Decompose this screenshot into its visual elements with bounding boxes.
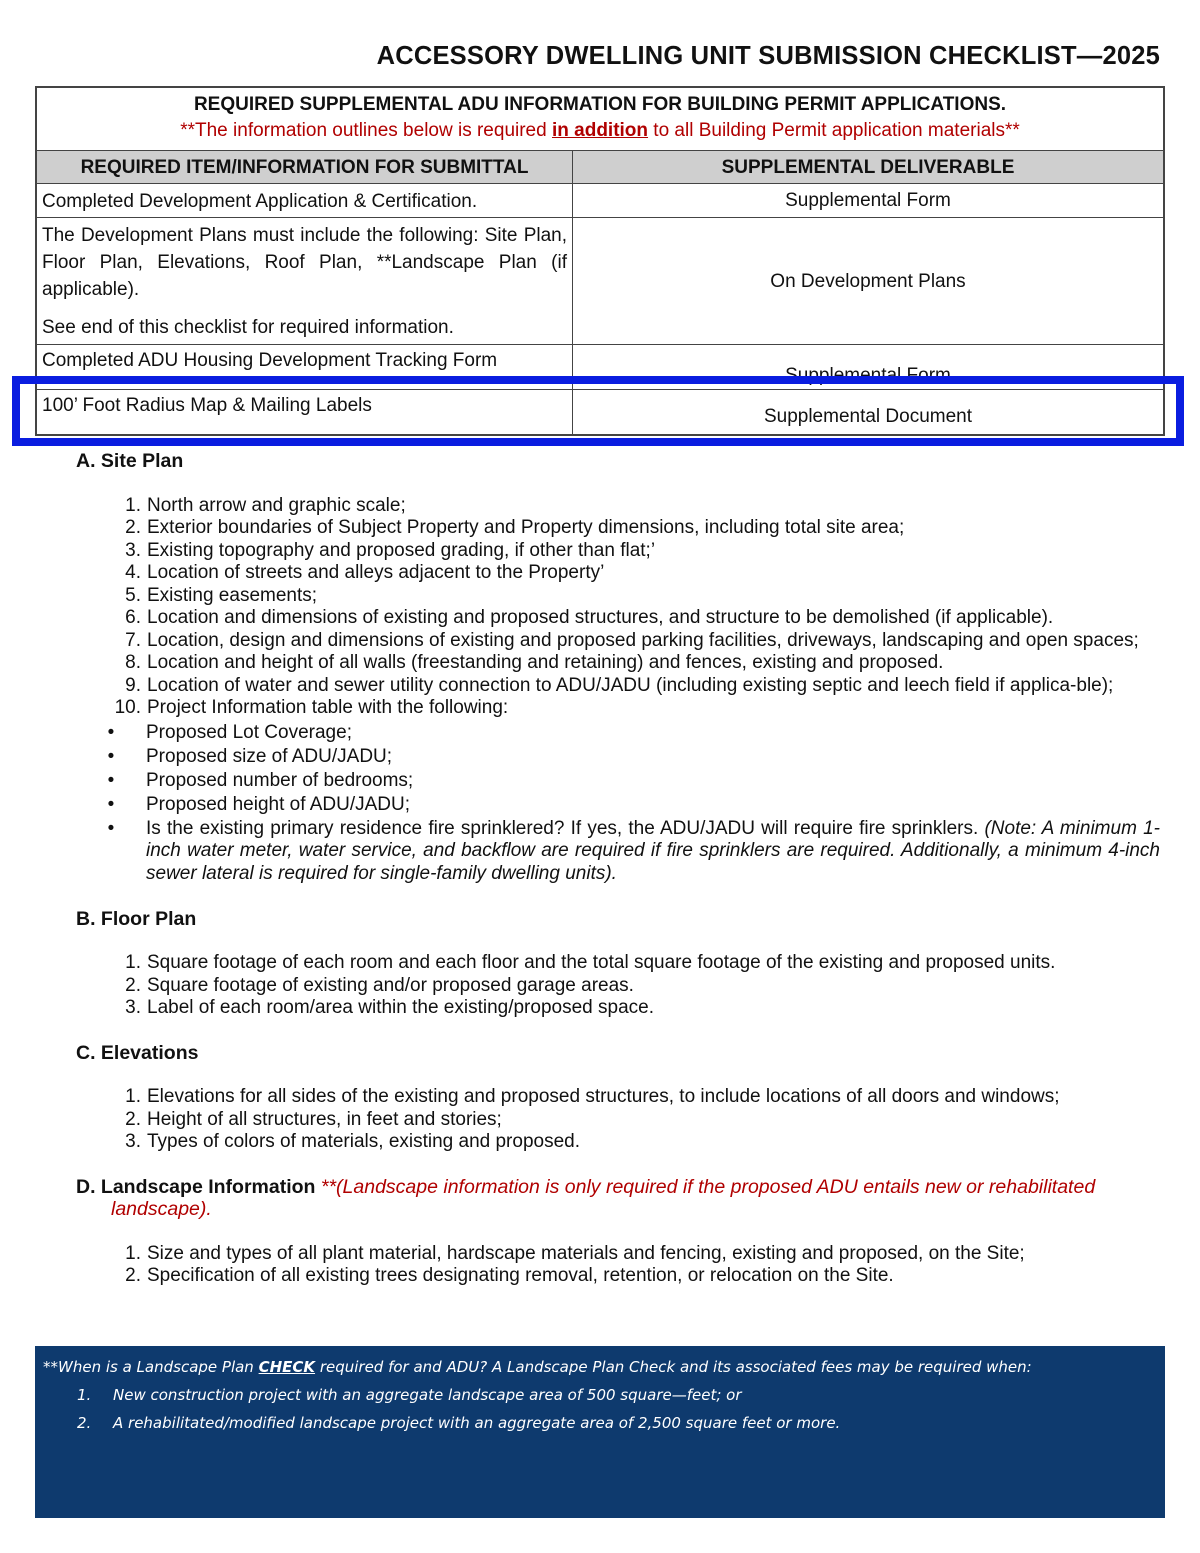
item-text: North arrow and graphic scale;: [147, 494, 406, 516]
section-landscape: [76, 1176, 1160, 1288]
bullet-text: Proposed Lot Coverage;: [146, 721, 352, 743]
item-number: 4.: [125, 562, 141, 583]
sprinkler-note: (Note: A minimum 1-inch water meter, water service, and backflow are required if fire sprinklers are required. Additionally, a minimum 4-inch sewer lateral is required for single-family dwelling units).: [146, 817, 1160, 884]
table-row: [37, 218, 1163, 345]
sprinkler-question: Is the existing primary residence fire sprinklered? If yes, the ADU/JADU will require fire sprinklers.: [146, 817, 979, 839]
note-pre: **The information outlines below is required: [180, 120, 552, 141]
section-site-plan: [76, 450, 1160, 885]
section-title: [76, 1176, 1160, 1221]
list-item: [76, 517, 1160, 540]
bullet-item: [76, 818, 1160, 886]
item-number: 3.: [125, 1131, 141, 1153]
item-number: 3.: [125, 997, 141, 1019]
bullet-text: Proposed number of bedrooms;: [146, 769, 414, 791]
list-item: [76, 675, 1160, 698]
table-row: [37, 184, 1163, 218]
list-item: [76, 975, 1160, 998]
section-title: C. Elevations: [76, 1041, 199, 1064]
section-title: B. Floor Plan: [76, 907, 197, 930]
list-item: [76, 1109, 1160, 1132]
bullet-text: [146, 818, 1160, 886]
list-item: [76, 540, 1160, 563]
item-text: Types of colors of materials, existing and proposed.: [147, 1131, 581, 1153]
item-number: 3.: [125, 539, 141, 561]
item-number: 2.: [77, 1414, 92, 1432]
item-text: Location, design and dimensions of existing and proposed parking facilities, driveways, landscaping and open spaces;: [147, 629, 1139, 651]
note-emphasis: in addition: [551, 120, 649, 141]
row-item: Completed ADU Housing Development Tracking Form: [37, 345, 573, 389]
item-number: 7.: [125, 629, 141, 651]
section-title-text: D. Landscape Information: [76, 1175, 316, 1198]
table-row: [37, 390, 1163, 434]
landscape-list: [76, 1243, 1160, 1288]
item-number: 10.: [114, 697, 141, 718]
bullet-item: [76, 722, 1160, 745]
item-number: 2.: [125, 974, 141, 996]
item-number: 1.: [125, 952, 141, 974]
item-number: 8.: [125, 652, 141, 673]
list-item: [76, 997, 1160, 1020]
item-number: 1.: [125, 494, 141, 516]
list-item: [76, 1086, 1160, 1109]
item-number: 9.: [125, 674, 141, 696]
bullet-item: [76, 794, 1160, 817]
row-item-note: See end of this checklist for required information.: [42, 317, 454, 338]
landscape-note-cont: landscape).: [111, 1198, 212, 1221]
bullet-text: Proposed size of ADU/JADU;: [146, 745, 393, 767]
footer-intro-post: required for and ADU? A Landscape Plan Check and its associated fees may be required when:: [315, 1358, 1032, 1376]
list-item: [76, 585, 1160, 608]
bullet-item: [76, 746, 1160, 769]
item-text: Specification of all existing trees designating removal, retention, or relocation on the Site.: [147, 1265, 894, 1287]
list-item: [76, 952, 1160, 975]
footer-item: [43, 1381, 1157, 1409]
row-deliverable: On Development Plans: [770, 270, 966, 292]
floor-plan-list: [76, 952, 1160, 1020]
item-text: Elevations for all sides of the existing and proposed structures, to include locations of all doors and windows;: [147, 1086, 1060, 1108]
list-item: [76, 607, 1160, 630]
footer-intro: [43, 1353, 1157, 1381]
list-item: [76, 630, 1160, 653]
item-text: Square footage of each room and each floor and the total square footage of the existing and proposed units.: [147, 952, 1056, 974]
item-text: Exterior boundaries of Subject Property and Property dimensions, including total site area;: [147, 517, 905, 538]
footer-intro-emph: CHECK: [258, 1358, 316, 1376]
column-header-deliverable: SUPPLEMENTAL DELIVERABLE: [721, 156, 1015, 178]
item-text: Existing easements;: [147, 584, 318, 606]
item-text: Project Information table with the following:: [147, 697, 509, 718]
section-title: A. Site Plan: [76, 450, 184, 472]
bullet-icon: •: [107, 721, 115, 743]
checklist-sections: [76, 450, 1160, 1288]
page-title: ACCESSORY DWELLING UNIT SUBMISSION CHECKLIST—2025: [376, 42, 1160, 70]
list-item: [76, 697, 1160, 720]
row-deliverable: Supplemental Form: [785, 190, 951, 211]
item-text: Location and height of all walls (freestanding and retaining) and fences, existing and proposed.: [147, 652, 944, 673]
item-number: 2.: [125, 1108, 141, 1130]
item-text: Location of water and sewer utility connection to ADU/JADU (including existing septic and leech field if applica-ble);: [147, 674, 1114, 696]
item-number: 1.: [125, 1242, 141, 1264]
row-deliverable: Supplemental Document: [763, 405, 973, 427]
list-item: [76, 652, 1160, 675]
project-info-list: [76, 722, 1160, 886]
bullet-icon: •: [107, 745, 115, 767]
row-item: [37, 218, 573, 344]
table-header-note: [37, 118, 1163, 144]
section-floor-plan: [76, 908, 1160, 1020]
item-text: Location and dimensions of existing and proposed structures, and structure to be demolished (if applicable).: [147, 607, 1054, 628]
landscape-plan-check-note: [35, 1346, 1165, 1518]
item-text: Size and types of all plant material, hardscape materials and fencing, existing and proposed, on the Site;: [147, 1242, 1025, 1264]
item-number: 2.: [125, 517, 141, 538]
footer-intro-pre: **When is a Landscape Plan: [43, 1358, 259, 1376]
row-deliverable: [573, 345, 1163, 389]
bullet-item: [76, 770, 1160, 793]
list-item: [76, 562, 1160, 585]
footer-item: [43, 1409, 1157, 1437]
row-item: Completed Development Application & Certification.: [37, 184, 573, 217]
elevations-list: [76, 1086, 1160, 1154]
item-number: 2.: [125, 1265, 141, 1287]
table-header: [37, 88, 1163, 151]
table-column-headers: [37, 151, 1163, 184]
row-item-text: The Development Plans must include the following: Site Plan, Floor Plan, Elevations, Roof Plan, **Landscape Plan (if applicable).: [42, 225, 567, 300]
item-text: Existing topography and proposed grading, if other than flat;’: [147, 539, 656, 561]
item-number: 1.: [125, 1086, 141, 1108]
bullet-icon: •: [107, 817, 115, 839]
bullet-icon: •: [107, 769, 115, 791]
list-item: [76, 495, 1160, 518]
bullet-text: Proposed height of ADU/JADU;: [146, 793, 411, 815]
item-text: Square footage of existing and/or proposed garage areas.: [147, 974, 634, 996]
item-text: Height of all structures, in feet and stories;: [147, 1108, 502, 1130]
row-deliverable-text: Supplemental Form: [785, 365, 951, 386]
item-text: A rehabilitated/modified landscape project with an aggregate area of 2,500 square feet or more.: [113, 1414, 841, 1432]
section-elevations: [76, 1042, 1160, 1154]
list-item: [76, 1243, 1160, 1266]
table-row: [37, 345, 1163, 390]
item-text: Location of streets and alleys adjacent to the Property’: [147, 562, 605, 583]
item-number: 5.: [125, 584, 141, 606]
list-item: [76, 1131, 1160, 1154]
list-item: [76, 1265, 1160, 1288]
table-header-title: REQUIRED SUPPLEMENTAL ADU INFORMATION FOR BUILDING PERMIT APPLICATIONS.: [193, 94, 1007, 115]
landscape-note: **(Landscape information is only required if the proposed ADU entails new or rehabilitated: [315, 1175, 1096, 1198]
item-text: New construction project with an aggregate landscape area of 500 square—feet; or: [113, 1386, 742, 1404]
bullet-icon: •: [107, 793, 115, 815]
column-header-item: REQUIRED ITEM/INFORMATION FOR SUBMITTAL: [37, 151, 573, 183]
site-plan-list: [76, 495, 1160, 720]
row-item: 100’ Foot Radius Map & Mailing Labels: [37, 390, 573, 434]
checklist-table: [35, 86, 1165, 436]
item-number: 1.: [77, 1386, 92, 1404]
item-number: 6.: [125, 607, 141, 628]
note-post: to all Building Permit application materials**: [648, 120, 1020, 141]
item-text: Label of each room/area within the existing/proposed space.: [147, 997, 654, 1019]
